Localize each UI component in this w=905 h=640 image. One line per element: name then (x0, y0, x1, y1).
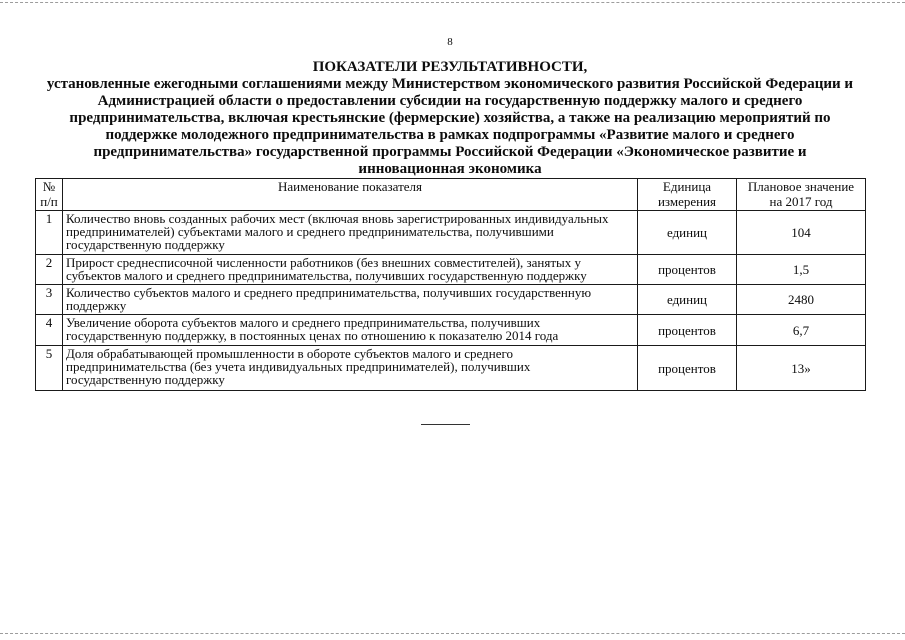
header-plan-line: на 2017 год (769, 194, 833, 209)
header-plan-value (737, 179, 866, 211)
indicator-name-line: субъектов малого и среднего предпринимательства, получивших государственную поддержку (66, 268, 587, 283)
indicators-table (35, 178, 866, 391)
plan-value-cell: 1,5 (737, 255, 866, 285)
indicator-name-cell (63, 255, 638, 285)
scan-edge-top (0, 2, 905, 3)
table-row (36, 346, 866, 391)
table-header-row (36, 179, 866, 211)
subtitle-line: предпринимательства, включая крестьянские (фермерские) хозяйства, а также на реализацию мероприятий по (69, 110, 831, 126)
indicator-name-line: Увеличение оборота субъектов малого и среднего предпринимательства, получивших (66, 315, 541, 330)
plan-value-cell: 6,7 (737, 315, 866, 346)
indicator-name-cell (63, 285, 638, 315)
indicator-name-line: Количество субъектов малого и среднего предпринимательства, получивших государственную (66, 285, 592, 300)
indicator-name-line: предпринимательства (без учета индивидуальных предпринимателей), получивших (66, 359, 531, 374)
plan-value-cell: 13» (737, 346, 866, 391)
table-row (36, 255, 866, 285)
plan-value-cell: 2480 (737, 285, 866, 315)
header-plan-line: Плановое значение (747, 179, 855, 194)
scan-edge-bottom (0, 633, 905, 634)
indicator-name-line: Количество вновь созданных рабочих мест (включая вновь зарегистрированных индивидуальных (66, 211, 609, 226)
unit-cell: процентов (638, 255, 737, 285)
indicator-name-line: государственную поддержку (66, 372, 225, 387)
indicator-name-line: Доля обрабатывающей промышленности в обороте субъектов малого и среднего (66, 346, 514, 361)
row-number-cell: 4 (36, 315, 63, 346)
indicator-name-cell (63, 211, 638, 255)
subtitle-line: установленные ежегодными соглашениями между Министерством экономического развития Российской Федерации и (46, 76, 854, 92)
end-separator-line (421, 424, 470, 425)
header-number-line: № (42, 179, 56, 194)
row-number-cell: 3 (36, 285, 63, 315)
row-number-cell: 2 (36, 255, 63, 285)
header-unit-line: Единица (662, 179, 712, 194)
indicator-name-line: предпринимателей) субъектами малого и среднего предпринимательства, получившими (66, 224, 554, 239)
document-title: ПОКАЗАТЕЛИ РЕЗУЛЬТАТИВНОСТИ, (312, 59, 588, 75)
indicator-name-cell (63, 315, 638, 346)
indicator-name-line: государственную поддержку (66, 237, 225, 252)
unit-cell: процентов (638, 315, 737, 346)
header-unit-line: измерения (657, 194, 717, 209)
subtitle-line: Администрацией области о предоставлении субсидии на государственную поддержку малого и среднего (97, 93, 803, 109)
header-unit (638, 179, 737, 211)
header-indicator-name: Наименование показателя (63, 179, 638, 211)
row-number-cell: 1 (36, 211, 63, 255)
table-row (36, 285, 866, 315)
table-row (36, 211, 866, 255)
indicator-name-cell (63, 346, 638, 391)
subtitle-line: поддержке молодежного предпринимательства в рамках подпрограммы «Развитие малого и среднего (105, 127, 795, 143)
page-number: 8 (447, 36, 453, 48)
indicator-name-line: поддержку (66, 298, 127, 313)
subtitle-line: предпринимательства» государственной программы Российской Федерации «Экономическое развитие и (93, 144, 807, 160)
header-number (36, 179, 63, 211)
row-number-cell: 5 (36, 346, 63, 391)
subtitle-line: инновационная экономика (358, 161, 542, 177)
plan-value-cell: 104 (737, 211, 866, 255)
indicator-name-line: Прирост среднесписочной численности работников (без внешних совместителей), занятых у (66, 255, 582, 270)
unit-cell: единиц (638, 285, 737, 315)
unit-cell: процентов (638, 346, 737, 391)
table-row (36, 315, 866, 346)
document-heading (0, 59, 900, 178)
header-number-line: п/п (40, 194, 58, 209)
unit-cell: единиц (638, 211, 737, 255)
indicator-name-line: государственную поддержку, в постоянных ценах по отношению к показателю 2014 года (66, 328, 559, 343)
